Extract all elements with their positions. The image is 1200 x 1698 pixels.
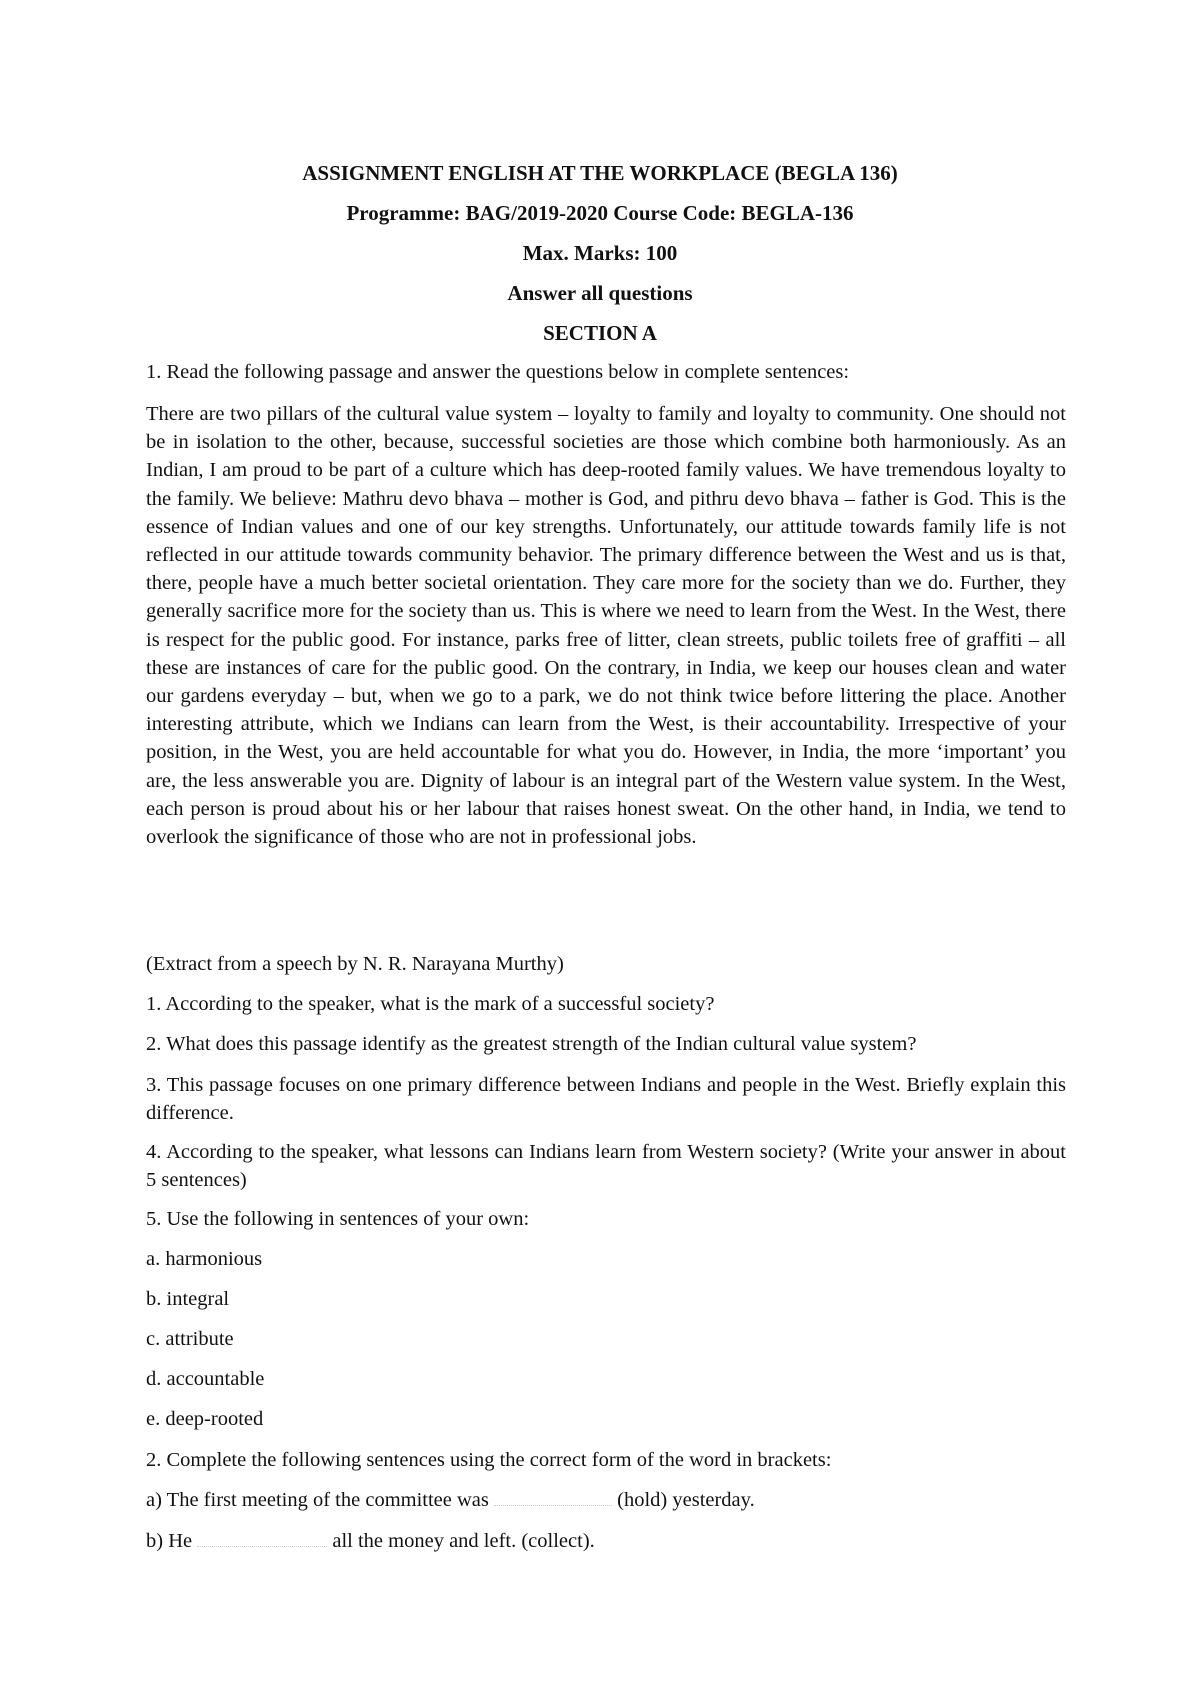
passage-source: (Extract from a speech by N. R. Narayana Murthy) bbox=[146, 953, 564, 975]
max-marks: Max. Marks: 100 bbox=[522, 241, 678, 265]
vocab-item: a. harmonious bbox=[146, 1248, 263, 1270]
question-2-b-end: all the money and left. (collect). bbox=[332, 1530, 595, 1552]
question-1-prompt: 1. Read the following passage and answer the questions below in complete sentences: bbox=[146, 361, 850, 383]
assignment-title: ASSIGNMENT ENGLISH AT THE WORKPLACE (BEGLA 136) bbox=[302, 161, 898, 185]
section-heading: SECTION A bbox=[543, 321, 657, 345]
vocab-item: e. deep-rooted bbox=[146, 1408, 264, 1430]
question-1-3: 3. This passage focuses on one primary difference between Indians and people in the West. Briefly explain this difference. bbox=[146, 1074, 1066, 1124]
vocab-item: d. accountable bbox=[146, 1368, 265, 1390]
question-2-a bbox=[146, 1486, 1066, 1514]
question-1-1: 1. According to the speaker, what is the mark of a successful society? bbox=[146, 993, 715, 1015]
question-1-2: 2. What does this passage identify as the greatest strength of the Indian cultural value system? bbox=[146, 1033, 917, 1055]
instruction: Answer all questions bbox=[507, 281, 693, 305]
question-2-a-start: a) The first meeting of the committee was bbox=[146, 1489, 489, 1511]
question-1-5: 5. Use the following in sentences of your own: bbox=[146, 1208, 530, 1230]
reading-passage: There are two pillars of the cultural value system – loyalty to family and loyalty to community. One should not be in isolation to the other, because, successful societies are those which combine both harmoniously. As an Indian, I am proud to be part of a culture which has deep-rooted family values. We have tremendous loyalty to the family. We believe: Mathru devo bhava – mother is God, and pithru devo bhava – father is God. This is the essence of Indian values and one of our key strengths. Unfortunately, our attitude towards family life is not reflected in our attitude towards community behavior. The primary difference between the West and us is that, there, people have a much better societal orientation. They care more for the society than we do. Further, they generally sacrifice more for the society than us. This is where we need to learn from the West. In the West, there is respect for the public good. For instance, parks free of litter, clean streets, public toilets free of graffiti – all these are instances of care for the public good. On the contrary, in India, we keep our houses clean and water our gardens everyday – but, when we go to a park, we do not think twice before littering the place. Another interesting attribute, which we Indians can learn from the West, is their accountability. Irrespective of your position, in the West, you are held accountable for what you do. However, in India, the more ‘important’ you are, the less answerable you are. Dignity of labour is an integral part of the Western value system. In the West, each person is proud about his or her labour that raises honest sweat. On the other hand, in India, we tend to overlook the significance of those who are not in professional jobs. bbox=[146, 403, 1066, 849]
question-2-a-end: (hold) yesterday. bbox=[617, 1489, 755, 1511]
vocab-item: c. attribute bbox=[146, 1328, 234, 1350]
question-2-prompt: 2. Complete the following sentences using the correct form of the word in brackets: bbox=[146, 1449, 832, 1471]
question-2-b bbox=[146, 1527, 1066, 1555]
question-2-b-start: b) He bbox=[146, 1530, 193, 1552]
fill-in-blank[interactable] bbox=[494, 1487, 612, 1506]
programme-line: Programme: BAG/2019-2020 Course Code: BEGLA-136 bbox=[346, 201, 854, 225]
question-1-4: 4. According to the speaker, what lessons can Indians learn from Western society? (Write your answer in about 5 sentences) bbox=[146, 1141, 1066, 1191]
vocab-item: b. integral bbox=[146, 1288, 230, 1310]
fill-in-blank[interactable] bbox=[197, 1528, 327, 1547]
